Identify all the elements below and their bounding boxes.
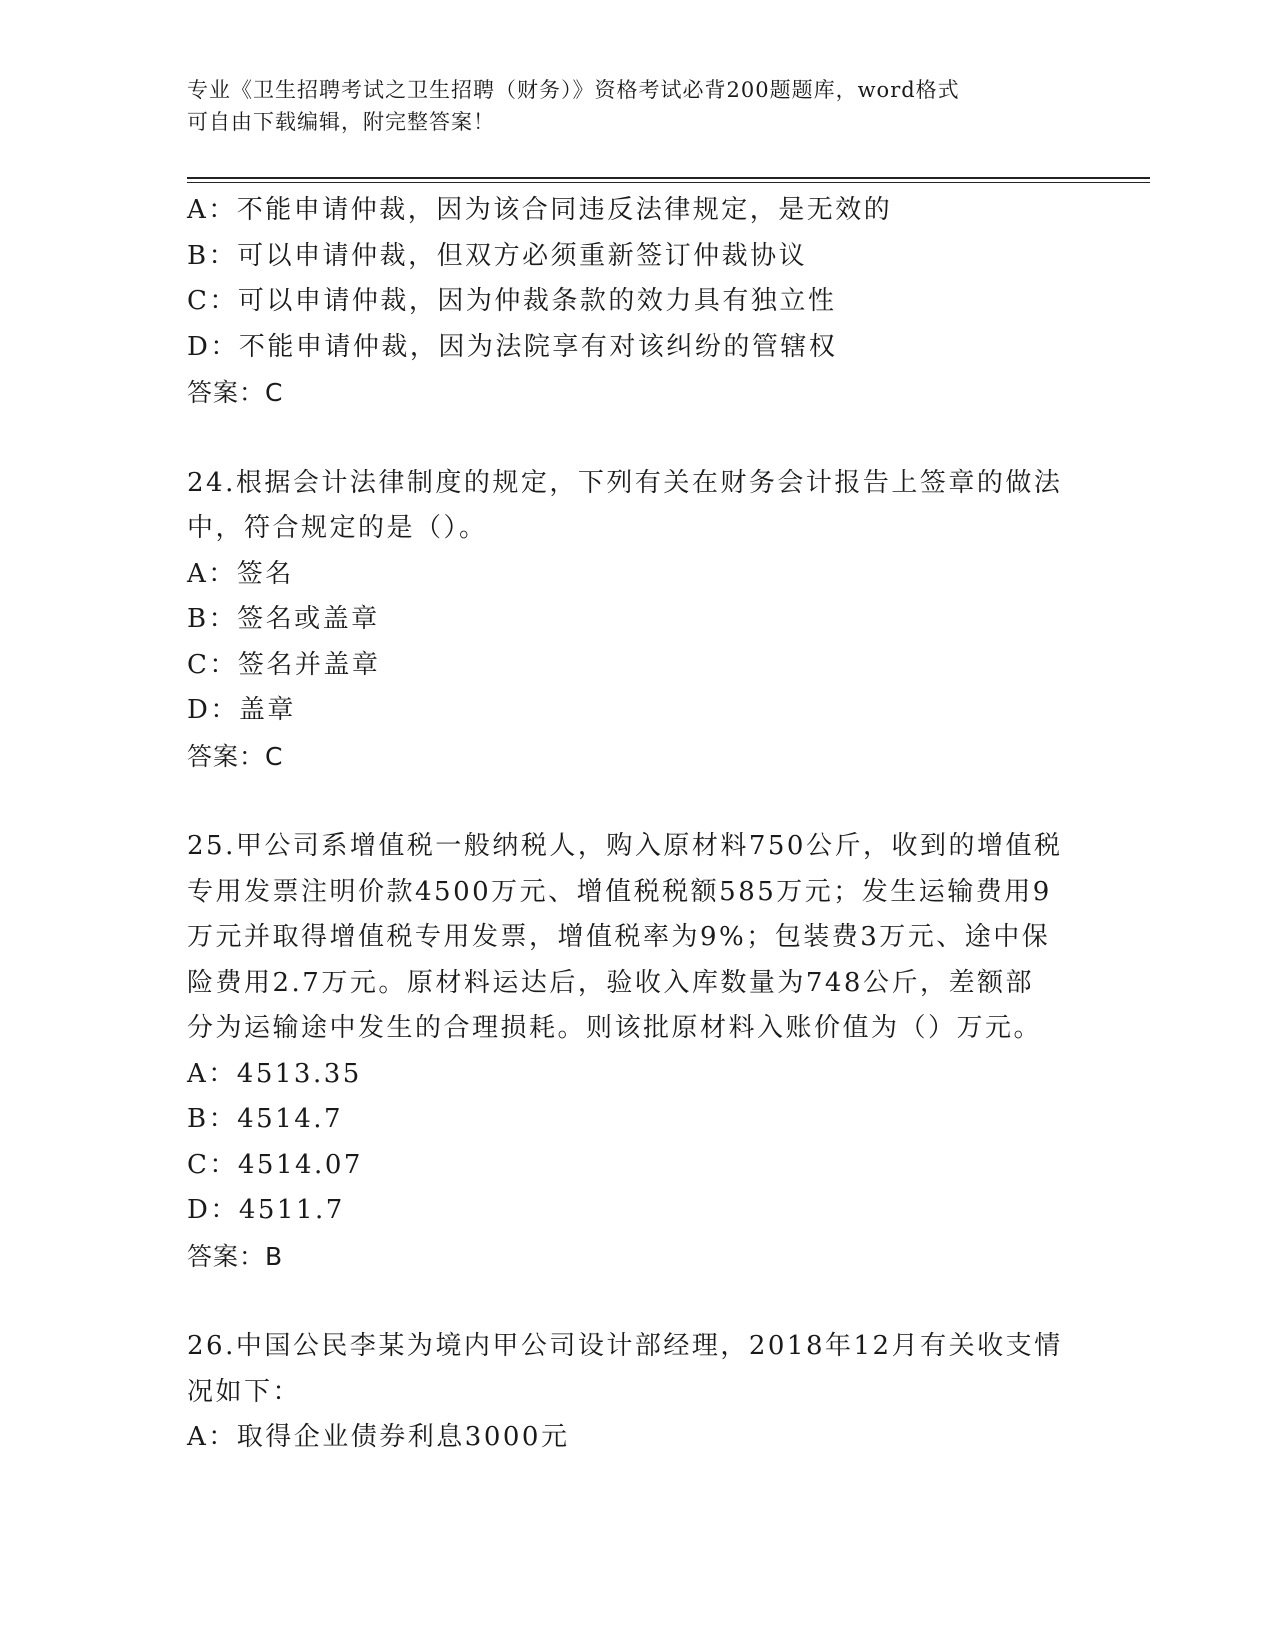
question-stem-line: 险费用2.7万元。原材料运达后，验收入库数量为748公斤，差额部: [187, 967, 1034, 998]
option-c: C：可以申请仲裁，因为仲裁条款的效力具有独立性: [187, 286, 837, 316]
answer: 答案：B: [187, 1241, 284, 1271]
option-c: C：签名并盖章: [187, 649, 381, 680]
question-stem-line: 万元并取得增值税专用发票，增值税率为9%；包装费3万元、途中保: [187, 922, 1051, 952]
option-a: A：取得企业债券利息3000元: [187, 1422, 570, 1452]
question-stem-line: 中，符合规定的是（）。: [187, 513, 488, 543]
question-23: [187, 188, 1087, 416]
header-title-line-2: 可自由下载编辑，附完整答案！: [187, 110, 495, 134]
option-b: B：签名或盖章: [187, 604, 380, 634]
question-stem-line: 25.甲公司系增值税一般纳税人，购入原材料750公斤，收到的增值税: [187, 831, 1063, 861]
option-b: B：4514.7: [187, 1104, 344, 1134]
question-24: [187, 461, 1087, 780]
question-stem-line: 分为运输途中发生的合理损耗。则该批原材料入账价值为（）万元。: [187, 1013, 1043, 1043]
option-c: C：4514.07: [187, 1149, 363, 1180]
answer: 答案：C: [187, 741, 284, 771]
spacer: [187, 416, 1087, 461]
question-stem-line: 26.中国公民李某为境内甲公司设计部经理，2018年12月有关收支情: [187, 1331, 1063, 1361]
header-divider-thick: [187, 177, 1150, 179]
spacer: [187, 779, 1087, 824]
header-title-line-1: 专业《卫生招聘考试之卫生招聘（财务）》资格考试必背200题题库，word格式: [187, 78, 960, 102]
option-a: A：签名: [187, 558, 294, 589]
header-divider-thin: [187, 182, 1150, 183]
option-d: D：4511.7: [187, 1195, 345, 1225]
option-a: A：不能申请仲裁，因为该合同违反法律规定，是无效的: [187, 195, 893, 225]
option-d: D：盖章: [187, 695, 296, 725]
option-b: B：可以申请仲裁，但双方必须重新签订仲裁协议: [187, 240, 808, 271]
spacer: [187, 1279, 1087, 1324]
question-stem-line: 24.根据会计法律制度的规定，下列有关在财务会计报告上签章的做法: [187, 467, 1063, 498]
document-header: [187, 74, 1067, 138]
question-stem-line: 况如下：: [187, 1376, 302, 1407]
option-a: A：4513.35: [187, 1058, 362, 1089]
document-body: [187, 188, 1087, 1461]
question-stem-line: 专用发票注明价款4500万元、增值税税额585万元；发生运输费用9: [187, 876, 1052, 907]
question-26: [187, 1324, 1087, 1461]
option-d: D：不能申请仲裁，因为法院享有对该纠纷的管辖权: [187, 331, 838, 362]
answer: 答案：C: [187, 378, 284, 407]
question-25: [187, 824, 1087, 1279]
